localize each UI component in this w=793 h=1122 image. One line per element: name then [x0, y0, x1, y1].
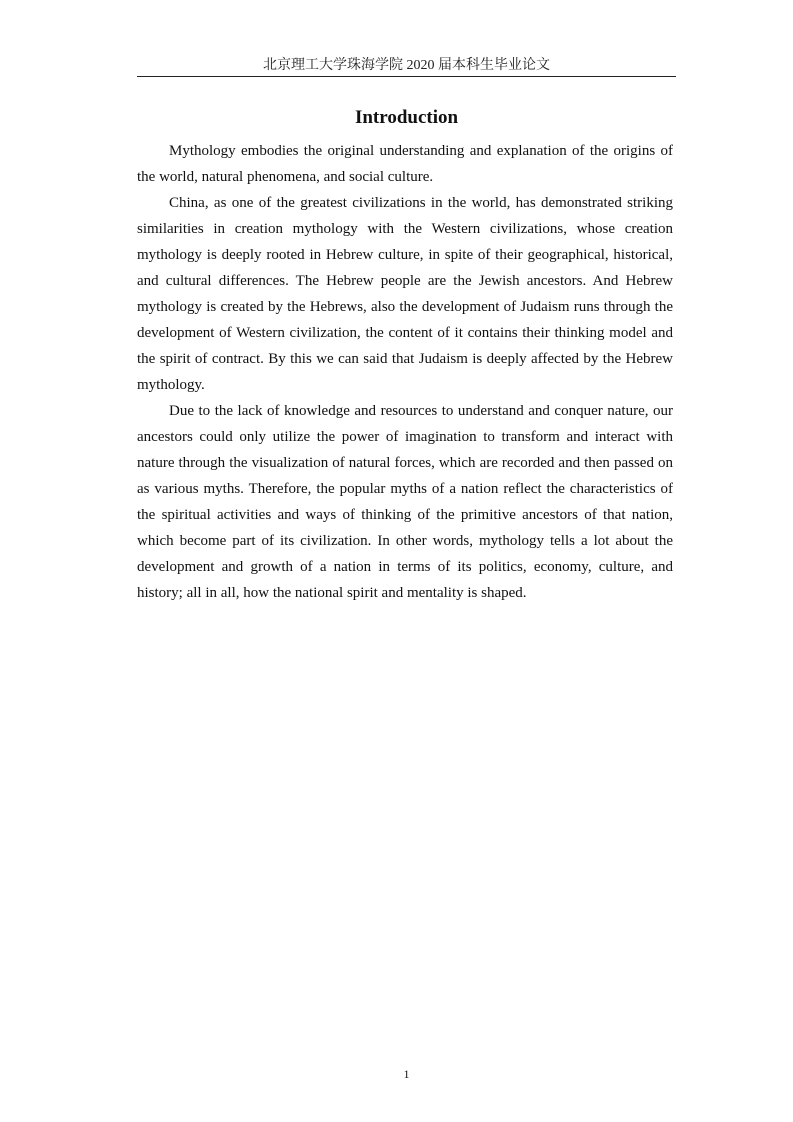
paragraph-3: Due to the lack of knowledge and resources to understand and conquer nature, our ancestors could only utilize the power of imagination to transform and interact with nature through the visualization of natural forces, which are recorded and then passed on as various myths. Therefore, the popular myths of a nation reflect the characteristics of the spiritual activities and ways of thinking of the primitive ancestors of that nation, which become part of its civilization. In other words, mythology tells a lot about the development and growth of a nation in terms of its politics, economy, culture, and history; all in all, how the national spirit and mentality is shaped.	[137, 403, 673, 601]
page-number: 1	[403, 1067, 410, 1081]
header-rule	[137, 76, 676, 77]
paragraph-2: China, as one of the greatest civilizations in the world, has demonstrated striking similarities in creation mythology with the Western civilizations, whose creation mythology is deeply rooted in Hebrew culture, in spite of their geographical, historical, and cultural differences. The Hebrew people are the Jewish ancestors. And Hebrew mythology is created by the Hebrews, also the development of Judaism runs through the development of Western civilization, the content of it contains their thinking model and the spirit of contract. By this we can said that Judaism is deeply affected by the Hebrew mythology.	[137, 195, 673, 393]
running-header: 北京理工大学珠海学院 2020 届本科生毕业论文	[263, 58, 550, 73]
body-text	[137, 138, 673, 606]
paragraph-1: Mythology embodies the original understanding and explanation of the origins of the world, natural phenomena, and social culture.	[137, 143, 673, 185]
section-title: Introduction	[354, 107, 459, 128]
